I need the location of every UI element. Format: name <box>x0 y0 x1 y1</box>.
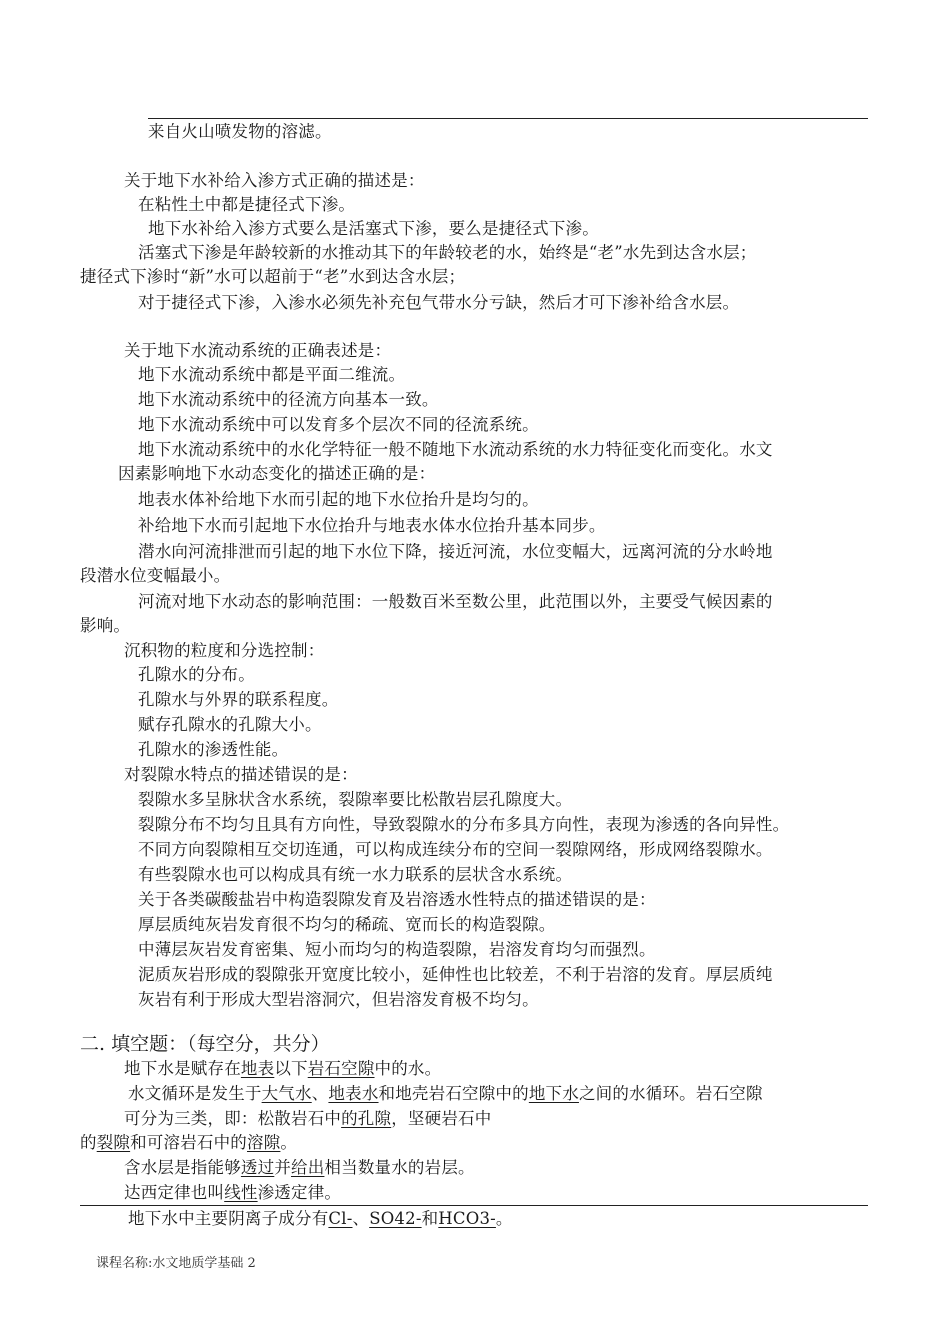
fill-line <box>124 1182 341 1204</box>
fill-text: 和 <box>421 1209 439 1228</box>
option: 地下水流动系统中的水化学特征一般不随地下水流动系统的水力特征变化而变化。水文 <box>138 440 773 459</box>
fill-text: 地下水中主要阴离子成分有 <box>128 1209 329 1228</box>
fill-text: ，坚硬岩石中 <box>391 1109 492 1128</box>
fill-answer: 地下水 <box>528 1084 579 1103</box>
option: 厚层质纯灰岩发育很不均匀的稀疏、宽而长的构造裂隙。 <box>138 915 556 934</box>
question-stem: 因素影响地下水动态变化的描述正确的是： <box>118 464 436 483</box>
page-footer: 课程名称:水文地质学基础 2 <box>96 1256 256 1271</box>
fill-line <box>128 1083 763 1105</box>
option-continued: 影响。 <box>80 616 131 635</box>
fill-answer: 给出 <box>291 1158 325 1177</box>
fill-text: 水文循环是发生于 <box>128 1084 262 1103</box>
question-stem: 关于地下水补给入渗方式正确的描述是： <box>124 171 425 190</box>
fill-text: 达西定律也叫 <box>124 1183 225 1202</box>
option: 孔隙水的渗透性能。 <box>138 740 289 759</box>
fill-text: 之间的水循环。岩石空隙 <box>578 1084 763 1103</box>
fill-text: 可分为三类，即：松散岩石中 <box>124 1109 342 1128</box>
fill-text: 。 <box>280 1133 298 1152</box>
fill-answer: 地表 <box>240 1059 275 1078</box>
question-stem: 对裂隙水特点的描述错误的是： <box>124 765 358 784</box>
fill-text: 和地壳岩石空隙中的 <box>378 1084 529 1103</box>
option: 中薄层灰岩发育密集、短小而均匀的构造裂隙，岩溶发育均匀而强烈。 <box>138 940 656 959</box>
fill-text: 以下 <box>274 1059 308 1078</box>
fill-text: 、 <box>352 1209 370 1228</box>
fill-answer: 裂隙 <box>96 1133 131 1152</box>
option: 潜水向河流排泄而引起的地下水位下降，接近河流，水位变幅大，远离河流的分水岭地 <box>138 542 773 561</box>
option-continued: 灰岩有利于形成大型岩溶洞穴，但岩溶发育极不均匀。 <box>138 990 539 1009</box>
option: 地表水体补给地下水而引起的地下水位抬升是均匀的。 <box>138 490 539 509</box>
section-heading: 二. 填空题：（每空分，共分） <box>80 1033 330 1055</box>
fill-answer: 的孔隙 <box>341 1109 392 1128</box>
option: 孔隙水与外界的联系程度。 <box>138 690 339 709</box>
option: 地下水流动系统中可以发育多个层次不同的径流系统。 <box>138 415 539 434</box>
fill-answer: Cl- <box>328 1209 353 1228</box>
option: 孔隙水的分布。 <box>138 665 255 684</box>
fill-answer: SO42- <box>369 1209 422 1228</box>
option: 活塞式下渗是年龄较新的水推动其下的年龄较老的水，始终是“老”水先到达含水层； <box>138 243 757 262</box>
option: 有些裂隙水也可以构成具有统一水力联系的层状含水系统。 <box>138 865 573 884</box>
fill-line <box>128 1208 513 1230</box>
option: 对于捷径式下渗，入渗水必须先补充包气带水分亏缺，然后才可下渗补给含水层。 <box>138 293 740 312</box>
option-continued: 捷径式下渗时“新”水可以超前于“老”水到达含水层； <box>80 267 466 286</box>
option: 地下水补给入渗方式要么是活塞式下渗，要么是捷径式下渗。 <box>148 219 599 238</box>
option: 不同方向裂隙相互交切连通，可以构成连续分布的空间一裂隙网络，形成网络裂隙水。 <box>138 840 773 859</box>
option: 赋存孔隙水的孔隙大小。 <box>138 715 322 734</box>
fill-line <box>124 1058 441 1080</box>
option: 地下水流动系统中的径流方向基本一致。 <box>138 390 439 409</box>
question-stem: 沉积物的粒度和分选控制： <box>124 641 325 660</box>
text-line: 来自火山喷发物的溶滤。 <box>148 122 332 141</box>
fill-text: 渗透定律。 <box>257 1183 342 1202</box>
fill-text: 。 <box>495 1209 513 1228</box>
fill-answer: 大气水 <box>261 1084 312 1103</box>
fill-answer: 透过 <box>240 1158 275 1177</box>
fill-line <box>124 1108 491 1130</box>
fill-text: 和可溶岩石中的 <box>130 1133 248 1152</box>
option: 河流对地下水动态的影响范围：一般数百米至数公里，此范围以外，主要受气候因素的 <box>138 592 773 611</box>
fill-text: 的 <box>80 1133 97 1152</box>
option-continued: 段潜水位变幅最小。 <box>80 566 231 585</box>
fill-text: 并 <box>274 1158 292 1177</box>
fill-answer: HCO3- <box>438 1209 496 1228</box>
option: 泥质灰岩形成的裂隙张开宽度比较小，延伸性也比较差，不利于岩溶的发育。厚层质纯 <box>138 965 773 984</box>
fill-answer: 地表水 <box>328 1084 379 1103</box>
fill-text: 、 <box>311 1084 329 1103</box>
option: 地下水流动系统中都是平面二维流。 <box>138 365 406 384</box>
fill-answer: 溶隙 <box>247 1133 281 1152</box>
question-stem: 关于各类碳酸盐岩中构造裂隙发育及岩溶透水性特点的描述错误的是： <box>138 890 656 909</box>
question-stem: 关于地下水流动系统的正确表述是： <box>124 341 392 360</box>
fill-line <box>80 1132 297 1154</box>
fill-answer: 岩石空隙 <box>307 1059 375 1078</box>
option: 在粘性土中都是捷径式下渗。 <box>138 195 356 214</box>
fill-text: 地下水是赋存在 <box>124 1059 241 1078</box>
option: 裂隙水多呈脉状含水系统，裂隙率要比松散岩层孔隙度大。 <box>138 790 573 809</box>
option: 裂隙分布不均匀且具有方向性，导致裂隙水的分布多具方向性，表现为渗透的各向异性。 <box>138 815 790 834</box>
fill-line <box>124 1157 475 1179</box>
fill-text: 中的水。 <box>374 1059 442 1078</box>
fill-answer: 线性 <box>224 1183 258 1202</box>
top-rule <box>148 118 868 119</box>
fill-text: 相当数量水的岩层。 <box>324 1158 475 1177</box>
bottom-rule <box>80 1205 868 1206</box>
option: 补给地下水而引起地下水位抬升与地表水体水位抬升基本同步。 <box>138 516 606 535</box>
fill-text: 含水层是指能够 <box>124 1158 241 1177</box>
